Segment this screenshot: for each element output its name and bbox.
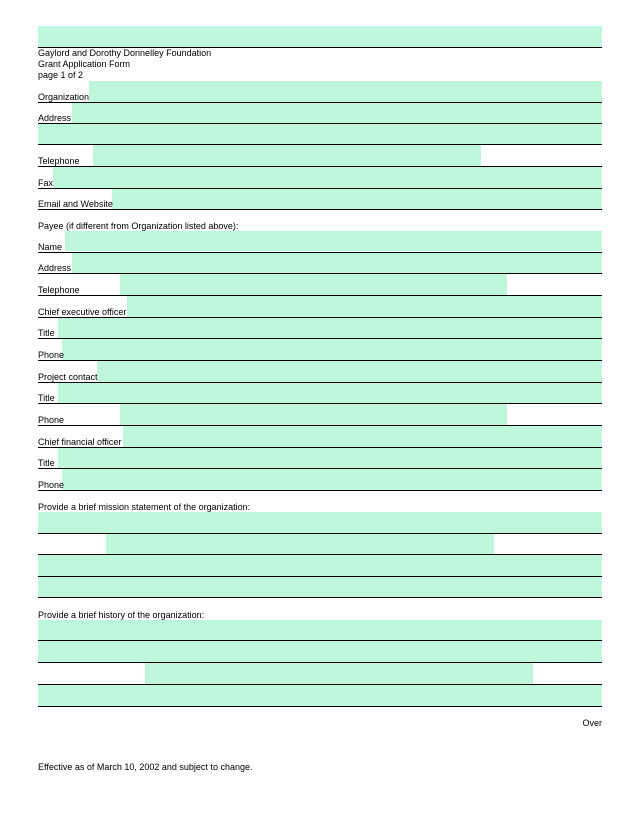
payee-telephone-label: Telephone (38, 285, 80, 295)
telephone-field[interactable] (93, 145, 481, 166)
payee-address-label: Address (38, 263, 72, 273)
payee-telephone-field[interactable] (120, 274, 507, 295)
payee-heading: Payee (if different from Organization listed above): (38, 221, 239, 231)
mission-prompt: Provide a brief mission statement of the organization: (38, 502, 251, 512)
rule (38, 706, 602, 707)
mission-line-4[interactable] (38, 577, 602, 597)
rule (38, 597, 602, 598)
mission-line-3[interactable] (38, 555, 602, 576)
payee-name-field[interactable] (65, 231, 602, 251)
payee-address-field[interactable] (72, 253, 602, 273)
foundation-name: Gaylord and Dorothy Donnelley Foundation (38, 48, 212, 58)
page-number: page 1 of 2 (38, 70, 84, 80)
cfo-label: Chief financial officer (38, 437, 122, 447)
address-line2-field[interactable] (38, 124, 602, 144)
address-field[interactable] (72, 103, 602, 123)
organization-field[interactable] (89, 81, 602, 102)
history-line-3[interactable] (145, 663, 533, 684)
mission-line-2[interactable] (106, 534, 494, 554)
project-title-label: Title (38, 393, 55, 403)
rule (38, 209, 602, 210)
address-label: Address (38, 113, 72, 123)
rule (38, 490, 602, 491)
payee-name-label: Name (38, 242, 63, 252)
cfo-title-field[interactable] (58, 448, 602, 468)
project-phone-field[interactable] (120, 404, 507, 425)
history-line-4[interactable] (38, 685, 602, 706)
history-line-1[interactable] (38, 620, 602, 640)
fax-field[interactable] (53, 167, 602, 188)
ceo-phone-field[interactable] (62, 339, 602, 360)
ceo-phone-label: Phone (38, 350, 65, 360)
ceo-title-label: Title (38, 328, 55, 338)
cfo-phone-field[interactable] (62, 469, 602, 490)
cfo-phone-label: Phone (38, 480, 65, 490)
ceo-label: Chief executive officer (38, 307, 127, 317)
history-prompt: Provide a brief history of the organization: (38, 610, 205, 620)
project-contact-label: Project contact (38, 372, 98, 382)
top-field[interactable] (38, 26, 602, 47)
cfo-title-label: Title (38, 458, 55, 468)
organization-label: Organization (38, 92, 90, 102)
cfo-field[interactable] (123, 426, 602, 447)
project-contact-field[interactable] (97, 361, 602, 382)
email-website-label: Email and Website (38, 199, 113, 209)
telephone-label: Telephone (38, 156, 80, 166)
ceo-field[interactable] (127, 296, 602, 317)
effective-date-note: Effective as of March 10, 2002 and subject to change. (38, 762, 253, 772)
project-phone-label: Phone (38, 415, 65, 425)
project-title-field[interactable] (58, 383, 602, 403)
history-line-2[interactable] (38, 641, 602, 662)
ceo-title-field[interactable] (58, 318, 602, 338)
over-label: Over (582, 718, 602, 728)
form-title: Grant Application Form (38, 59, 131, 69)
fax-label: Fax (38, 178, 54, 188)
email-website-field[interactable] (112, 189, 602, 209)
mission-line-1[interactable] (38, 512, 602, 533)
